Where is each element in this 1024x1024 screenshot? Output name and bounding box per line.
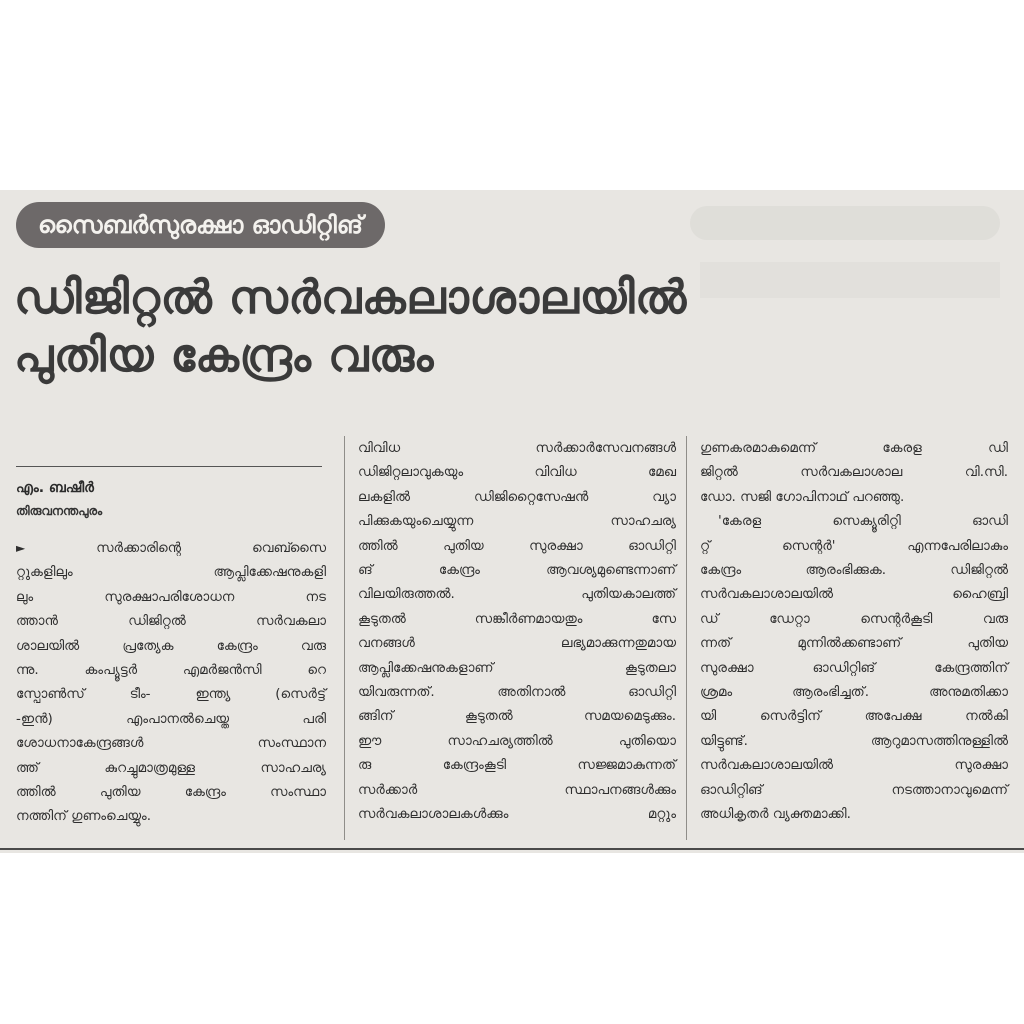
kicker-label: സൈബർസുരക്ഷാ ഓഡിറ്റിങ് [16,202,385,248]
column-line: ത്ത് കുറച്ചുമാത്രമുള്ള സാഹചര്യ [16,759,326,776]
column-line: ശാലയിൽ പ്രത്യേക കേന്ദ്രം വരു [16,637,326,654]
column-line: സർവകലാശാലയിൽ ഹൈബ്രി [700,586,1008,603]
article-column-3 [700,436,1008,827]
column-line: ത്താൻ ഡിജിറ്റൽ സർവകലാ [16,613,326,630]
column-line: ഓഡിറ്റിങ് നടത്താനാവുമെന്ന് [700,781,1008,798]
column-line: സുരക്ഷാ ഓഡിറ്റിങ് കേന്ദ്രത്തിന് [700,659,1008,676]
column-line: കേന്ദ്രം ആരംഭിക്കുക. ഡിജിറ്റൽ [700,562,1008,579]
newspaper-clipping [0,190,1024,853]
column-line: ഈ സാഹചര്യത്തിൽ പുതിയൊ [358,732,676,749]
column-line: വിവിധ സർക്കാർസേവനങ്ങൾ [358,440,676,456]
column-line: ത്തിൽ പുതിയ സുരക്ഷാ ഓഡിറ്റി [358,537,676,554]
column-line: ലും സുരക്ഷാപരിശോധന നട [16,588,326,605]
column-line: ജിറ്റൽ സർവകലാശാല വി.സി. [700,464,1008,481]
column-line: രു കേന്ദ്രംകൂടി സജ്ജമാകുന്നത് [358,757,676,774]
column-line: ങ്ങിന് കൂടുതൽ സമയമെടുക്കും. [358,708,676,725]
column-line: ഡിജിറ്റലാവുകയും വിവിധ മേഖ [358,464,676,481]
article-column-2 [358,436,676,827]
headline-line-1: ഡിജിറ്റൽ സർവകലാശാലയിൽ [14,270,687,324]
column-divider [686,436,687,840]
column-line: ന്നത് മുന്നിൽക്കണ്ടാണ് പുതിയ [700,635,1008,652]
column-line: പിക്കുകയുംചെയ്യുന്ന സാഹചര്യ [358,513,676,530]
column-line: നത്തിന് ഗുണംചെയ്യും. [16,808,152,825]
byline-author: എം. ബഷീർ [16,480,94,496]
column-line: ഡ് ഡേറ്റാ സെന്റർകൂടി വരു [700,610,1008,627]
column-line: ത്തിൽ പുതിയ കേന്ദ്രം സംസ്ഥാ [16,784,326,801]
byline-place: തിരുവനന്തപുരം [16,504,103,518]
column-line: ന്നു. കംപ്യൂട്ടർ എമർജൻസി റെ [16,662,326,679]
headline [14,268,1004,384]
column-line: വനങ്ങൾ ലഭ്യമാക്കുന്നതുമായ [358,635,676,652]
bullet-marker: ► [16,541,26,555]
column-line: സ്പോൺസ് ടീം- ഇന്ത്യ (സെർട്ട് [16,686,326,703]
byline-rule [16,466,322,467]
column-line: 'കേരള സെക്യൂരിറ്റി ഓഡി [718,513,1008,530]
column-line: യി സെർട്ടിന് അപേക്ഷ നൽകി [700,708,1008,725]
column-line: ശോധനാകേന്ദ്രങ്ങൾ സംസ്ഥാന [16,735,326,752]
column-line: സർവകലാശാലകൾക്കും മറ്റും [358,806,676,823]
column-line: ആപ്ലിക്കേഷനുകളാണ് കൂടുതലാ [358,659,676,676]
column-line: ഡോ. സജി ഗോപിനാഥ് പറഞ്ഞു. [700,488,905,505]
column-line: ലകളിൽ ഡിജിറ്റൈസേഷൻ വ്യാ [358,488,676,505]
column-line: ഗുണകരമാകുമെന്ന് കേരള ഡി [700,440,1008,456]
column-line: റ്റുകളിലും ആപ്ലിക്കേഷനുകളി [16,564,326,581]
column-line: കൂടുതൽ സങ്കീർണമായതും സേ [358,610,676,627]
column-divider [344,436,345,840]
clipping-bottom-rule [0,848,1024,850]
column-line: ► സർക്കാരിന്റെ വെബ്സൈ [16,540,327,556]
column-line: അധികൃതർ വ്യക്തമാക്കി. [700,806,851,823]
headline-line-2: പുതിയ കേന്ദ്രം വരും [14,328,434,382]
column-line: യിട്ടുണ്ട്. ആറുമാസത്തിനുള്ളിൽ [700,732,1008,749]
column-line: സർക്കാർ സ്ഥാപനങ്ങൾക്കും [358,781,676,798]
column-line: റ്റ് സെന്റർ' എന്നപേരിലാകും [700,537,1008,554]
article-column-1 [16,536,326,829]
column-line: സർവകലാശാലയിൽ സുരക്ഷാ [700,757,1008,774]
column-line: ശ്രമം ആരംഭിച്ചത്. അനുമതിക്കാ [700,684,1008,701]
column-line: വിലയിരുത്തൽ. പുതിയകാലത്ത് [358,586,676,603]
column-line: ങ് കേന്ദ്രം ആവശ്യമുണ്ടെന്നാണ് [358,562,676,579]
column-line: -ഇൻ) എംപാനൽചെയ്ത പരി [16,710,326,727]
column-line: യിവരുന്നത്. അതിനാൽ ഓഡിറ്റി [358,684,676,701]
